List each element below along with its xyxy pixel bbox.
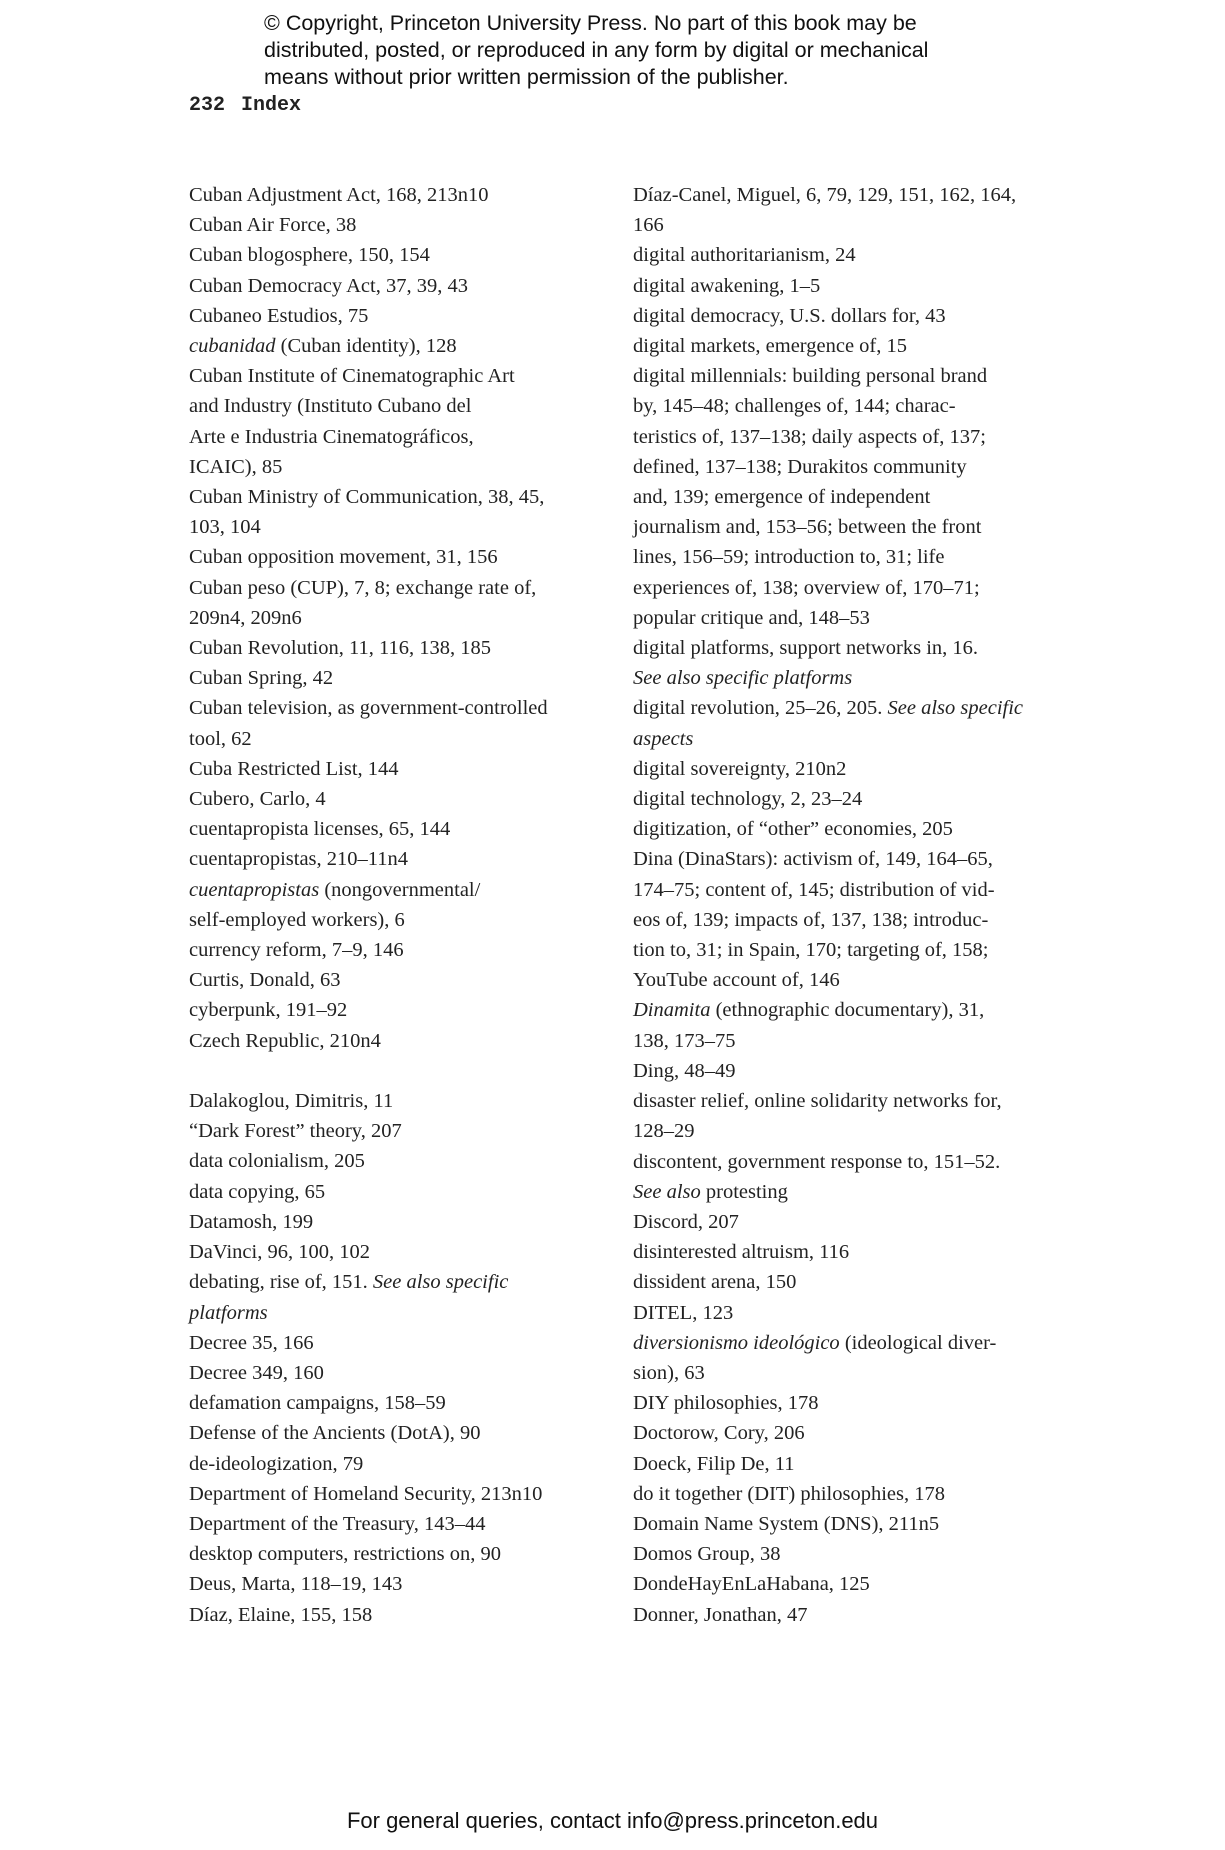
index-entry-line: Doeck, Filip De, 11 <box>633 1452 795 1475</box>
index-entry-line: experiences of, 138; overview of, 170–71; <box>633 576 980 599</box>
index-entry <box>189 1328 609 1358</box>
index-entry-line: Cubaneo Estudios, 75 <box>189 304 369 327</box>
index-entry-line: Domos Group, 38 <box>633 1543 781 1566</box>
index-entry-line: DondeHayEnLaHabana, 125 <box>633 1573 870 1596</box>
index-entry <box>189 1358 609 1388</box>
index-entry-line: dissident arena, 150 <box>633 1271 797 1294</box>
index-column-left <box>189 180 609 1630</box>
index-entry-line: digital democracy, U.S. dollars for, 43 <box>633 304 946 327</box>
index-entry <box>189 331 609 361</box>
index-entry <box>189 482 609 542</box>
index-entry-line: ICAIC), 85 <box>189 455 283 478</box>
index-entry <box>633 1237 1053 1267</box>
index-entry <box>633 1569 1053 1599</box>
index-entry-line: lines, 156–59; introduction to, 31; life <box>633 546 945 569</box>
index-entry <box>633 1539 1053 1569</box>
index-entry-line: Cuban Spring, 42 <box>189 667 334 690</box>
index-entry-line: Cuban television, as government-controlled <box>189 697 548 720</box>
index-entry-line: tool, 62 <box>189 727 252 750</box>
index-entry <box>633 1449 1053 1479</box>
index-entry-line: Czech Republic, 210n4 <box>189 1029 381 1052</box>
index-entry <box>189 663 609 693</box>
index-entry <box>633 814 1053 844</box>
index-entry <box>633 1509 1053 1539</box>
index-entry <box>189 271 609 301</box>
index-entry <box>189 1388 609 1418</box>
page-title: Index <box>241 94 302 117</box>
index-entry-line: Decree 35, 166 <box>189 1331 314 1354</box>
index-entry <box>633 180 1053 240</box>
index-entry-line: digitization, of “other” economies, 205 <box>633 818 953 841</box>
index-entry <box>189 754 609 784</box>
index-entry-line: Cuban Revolution, 11, 116, 138, 185 <box>189 637 491 660</box>
index-entry-line: disaster relief, online solidarity networks for, <box>633 1090 1002 1113</box>
index-entry-line: data colonialism, 205 <box>189 1150 365 1173</box>
index-entry-line: cyberpunk, 191–92 <box>189 999 348 1022</box>
index-entry-line: Dina (DinaStars): activism of, 149, 164–65, <box>633 848 993 871</box>
index-entry-line: Cuban blogosphere, 150, 154 <box>189 244 430 267</box>
index-entry-line: platforms <box>189 1301 268 1324</box>
letter-group-gap <box>189 1056 609 1086</box>
copyright-line: distributed, posted, or reproduced in any form by digital or mechanical <box>264 38 929 62</box>
index-entry-line: defined, 137–138; Durakitos community <box>633 455 967 478</box>
index-entry <box>633 1267 1053 1297</box>
index-entry-line: Dinamita (ethnographic documentary), 31, <box>633 999 985 1022</box>
index-entry-line: 209n4, 209n6 <box>189 606 302 629</box>
index-entry-line: DaVinci, 96, 100, 102 <box>189 1241 370 1264</box>
index-entry-line: teristics of, 137–138; daily aspects of, 137; <box>633 425 986 448</box>
index-entry-line: desktop computers, restrictions on, 90 <box>189 1543 502 1566</box>
index-entry <box>633 1600 1053 1630</box>
index-entry <box>633 1086 1053 1146</box>
index-entry-line: Cuban Air Force, 38 <box>189 214 357 237</box>
index-entry-line: digital awakening, 1–5 <box>633 274 821 297</box>
index-entry-line: Cuba Restricted List, 144 <box>189 757 399 780</box>
index-entry <box>189 180 609 210</box>
index-entry <box>189 693 609 753</box>
index-entry-line: See also protesting <box>633 1180 788 1203</box>
index-entry-line: tion to, 31; in Spain, 170; targeting of, 158; <box>633 939 989 962</box>
index-entry-line: Cuban peso (CUP), 7, 8; exchange rate of, <box>189 576 537 599</box>
index-entry-line: digital revolution, 25–26, 205. See also specific <box>633 697 1024 720</box>
index-entry <box>189 1449 609 1479</box>
index-entry-line: diversionismo ideológico (ideological diver- <box>633 1331 997 1354</box>
index-entry-line: digital millennials: building personal brand <box>633 365 988 388</box>
index-entry <box>189 542 609 572</box>
index-entry-line: 174–75; content of, 145; distribution of vid- <box>633 878 995 901</box>
index-entry-line: Department of Homeland Security, 213n10 <box>189 1482 543 1505</box>
index-entry <box>633 1207 1053 1237</box>
index-entry-line: Cuban Institute of Cinematographic Art <box>189 365 515 388</box>
index-entry-line: Ding, 48–49 <box>633 1059 736 1082</box>
index-entry <box>633 1479 1053 1509</box>
index-entry-line: Cuban Democracy Act, 37, 39, 43 <box>189 274 468 297</box>
index-entry-line: eos of, 139; impacts of, 137, 138; introduc- <box>633 908 989 931</box>
index-entry-line: digital sovereignty, 210n2 <box>633 757 847 780</box>
index-entry-line: discontent, government response to, 151–52. <box>633 1150 1001 1173</box>
index-entry <box>633 240 1053 270</box>
index-entry <box>633 1418 1053 1448</box>
index-entry <box>189 1267 609 1327</box>
index-entry-line: See also specific platforms <box>633 667 853 690</box>
index-entry <box>189 1569 609 1599</box>
index-entry <box>189 1146 609 1176</box>
index-entry <box>189 814 609 844</box>
index-entry-line: by, 145–48; challenges of, 144; charac- <box>633 395 956 418</box>
index-entry-line: de-ideologization, 79 <box>189 1452 364 1475</box>
index-entry <box>189 875 609 935</box>
index-entry <box>189 573 609 633</box>
page-number: 232 <box>189 94 226 117</box>
index-entry <box>189 1207 609 1237</box>
index-entry-line: Cuban opposition movement, 31, 156 <box>189 546 498 569</box>
index-entry-line: Domain Name System (DNS), 211n5 <box>633 1512 940 1535</box>
index-entry-line: cuentapropistas (nongovernmental/ <box>189 878 481 901</box>
index-entry <box>633 995 1053 1055</box>
index-entry <box>633 633 1053 693</box>
index-entry <box>633 361 1053 633</box>
index-entry-line: cubanidad (Cuban identity), 128 <box>189 335 457 358</box>
index-entry-line: popular critique and, 148–53 <box>633 606 870 629</box>
index-entry-line: defamation campaigns, 158–59 <box>189 1392 446 1415</box>
index-entry-line: DIY philosophies, 178 <box>633 1392 819 1415</box>
index-entry-line: disinterested altruism, 116 <box>633 1241 850 1264</box>
index-entry <box>189 1116 609 1146</box>
index-entry-line: “Dark Forest” theory, 207 <box>189 1120 402 1143</box>
index-entry-line: cuentapropista licenses, 65, 144 <box>189 818 451 841</box>
index-entry-line: and Industry (Instituto Cubano del <box>189 395 472 418</box>
index-entry-line: 166 <box>633 214 664 237</box>
index-entry-line: sion), 63 <box>633 1361 705 1384</box>
index-column-right <box>633 180 1053 1630</box>
index-entry-line: journalism and, 153–56; between the front <box>633 516 982 539</box>
index-entry <box>633 1298 1053 1328</box>
index-entry <box>189 935 609 965</box>
index-entry <box>633 754 1053 784</box>
index-entry-line: Díaz, Elaine, 155, 158 <box>189 1603 373 1626</box>
index-entry-line: Donner, Jonathan, 47 <box>633 1603 808 1626</box>
index-entry-line: self-employed workers), 6 <box>189 908 405 931</box>
index-entry <box>189 1177 609 1207</box>
index-entry-line: Datamosh, 199 <box>189 1210 314 1233</box>
index-entry-line: digital markets, emergence of, 15 <box>633 335 907 358</box>
index-entry <box>189 1418 609 1448</box>
index-entry <box>189 301 609 331</box>
index-entry <box>189 784 609 814</box>
index-entry <box>633 784 1053 814</box>
index-entry <box>633 693 1053 753</box>
index-entry-line: 128–29 <box>633 1120 695 1143</box>
index-entry-line: Cuban Ministry of Communication, 38, 45, <box>189 486 545 509</box>
index-entry-line: Decree 349, 160 <box>189 1361 324 1384</box>
index-entry <box>633 301 1053 331</box>
index-entry-line: debating, rise of, 151. See also specific <box>189 1271 509 1294</box>
index-entry-line: Defense of the Ancients (DotA), 90 <box>189 1422 481 1445</box>
index-entry-line: cuentapropistas, 210–11n4 <box>189 848 409 871</box>
index-entry-line: do it together (DIT) philosophies, 178 <box>633 1482 946 1505</box>
index-entry-line: aspects <box>633 727 694 750</box>
index-entry-line: digital authoritarianism, 24 <box>633 244 856 267</box>
index-entry-line: DITEL, 123 <box>633 1301 734 1324</box>
index-entry <box>633 844 1053 995</box>
index-entry <box>189 844 609 874</box>
index-entry-line: Díaz-Canel, Miguel, 6, 79, 129, 151, 162, 164, <box>633 184 1017 206</box>
index-entry-line: Deus, Marta, 118–19, 143 <box>189 1573 403 1596</box>
index-entry <box>189 1086 609 1116</box>
index-entry <box>633 331 1053 361</box>
index-entry <box>189 965 609 995</box>
index-entry <box>189 1237 609 1267</box>
index-entry <box>189 633 609 663</box>
index-entry-line: and, 139; emergence of independent <box>633 486 931 509</box>
footer-contact: For general queries, contact info@press.princeton.edu <box>346 1808 879 1833</box>
index-entry-line: Dalakoglou, Dimitris, 11 <box>189 1090 394 1113</box>
index-entry <box>189 1600 609 1630</box>
index-entry-line: YouTube account of, 146 <box>633 969 840 992</box>
index-entry-line: 138, 173–75 <box>633 1029 736 1052</box>
index-entry-line: digital technology, 2, 23–24 <box>633 788 863 811</box>
index-entry-line: Cuban Adjustment Act, 168, 213n10 <box>189 184 489 206</box>
index-entry-line: Department of the Treasury, 143–44 <box>189 1512 486 1535</box>
index-entry-line: data copying, 65 <box>189 1180 326 1203</box>
index-entry <box>189 361 609 482</box>
copyright-notice <box>264 10 1024 91</box>
index-entry-line: Doctorow, Cory, 206 <box>633 1422 805 1445</box>
index-entry-line: Curtis, Donald, 63 <box>189 969 341 992</box>
index-entry <box>189 1026 609 1056</box>
index-entry-line: digital platforms, support networks in, 16. <box>633 637 979 660</box>
index-entry <box>633 1147 1053 1207</box>
index-entry <box>189 1479 609 1509</box>
index-entry-line: Cubero, Carlo, 4 <box>189 788 326 811</box>
index-entry <box>633 1388 1053 1418</box>
running-head <box>189 94 301 117</box>
index-entry-line: 103, 104 <box>189 516 261 539</box>
index-entry <box>189 240 609 270</box>
index-entry <box>189 1539 609 1569</box>
index-entry <box>189 1509 609 1539</box>
index-entry-line: Arte e Industria Cinematográficos, <box>189 425 474 448</box>
index-entry <box>189 995 609 1025</box>
copyright-line: means without prior written permission of the publisher. <box>264 65 789 89</box>
index-entry <box>633 1056 1053 1086</box>
index-entry <box>189 210 609 240</box>
index-entry <box>633 271 1053 301</box>
index-entry-line: Discord, 207 <box>633 1210 739 1233</box>
index-entry-line: currency reform, 7–9, 146 <box>189 939 404 962</box>
index-entry <box>633 1328 1053 1388</box>
copyright-line: © Copyright, Princeton University Press. No part of this book may be <box>264 11 917 35</box>
